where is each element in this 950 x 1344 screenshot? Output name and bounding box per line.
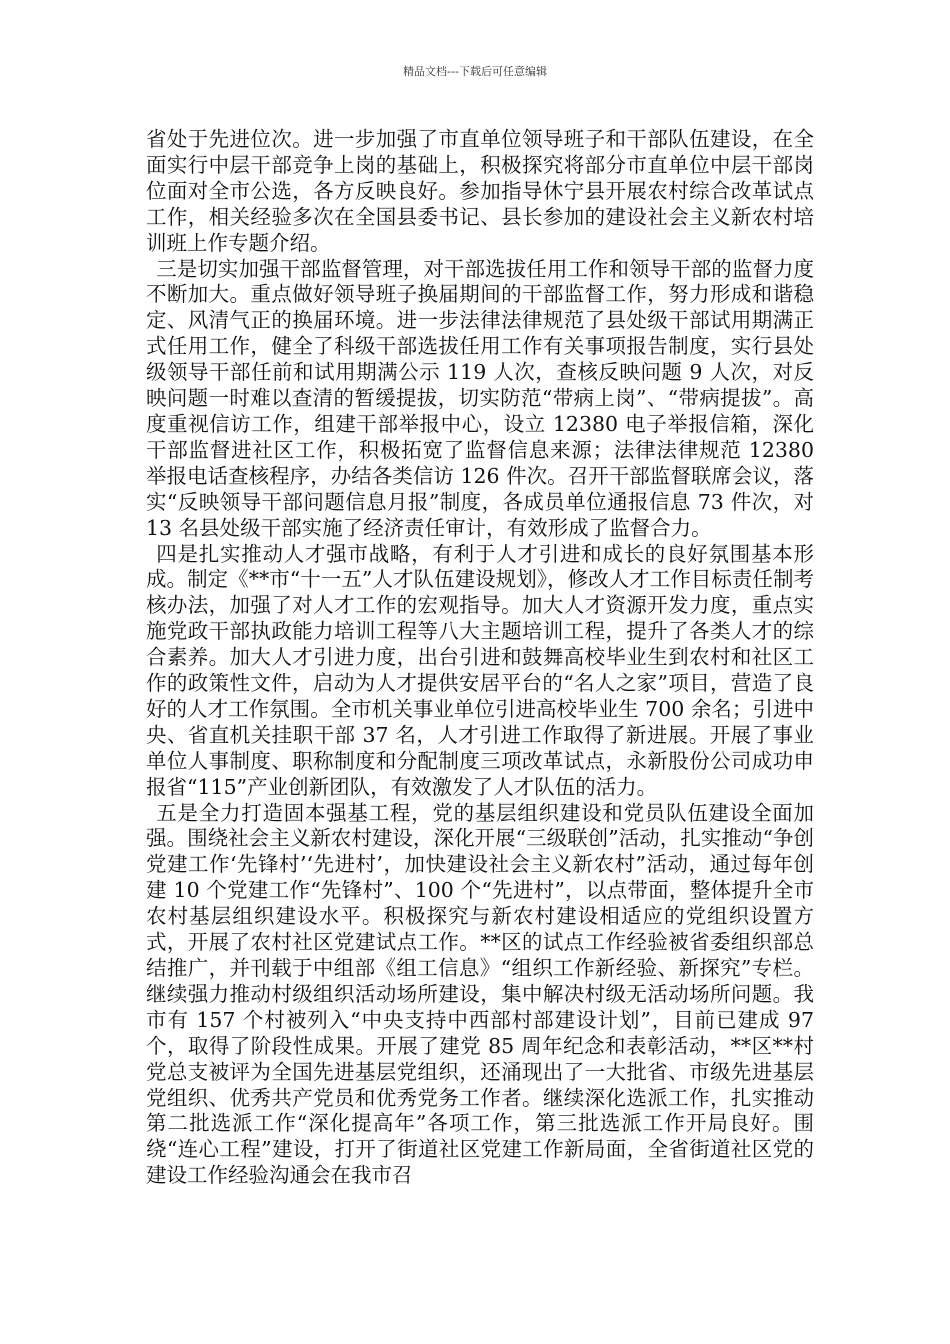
document-body xyxy=(146,127,814,1189)
paragraph-3: 四是扎实推动人才强市战略，有利于人才引进和成长的良好氛围基本形成。制定《**市“十一五”人才队伍建设规划》，修改人才工作目标责任制考核办法，加强了对人才工作的宏观指导。加大人才资源开发力度，重点实施党政干部执政能力培训工程等八大主题培训工程，提升了各类人才的综合素养。加大人才引进力度，出台引进和鼓舞高校毕业生到农村和社区工作的政策性文件，启动为人才提供安居平台的“名人之家”项目，营造了良好的人才工作氛围。全市机关事业单位引进高校毕业生 700 余名；引进中央、省直机关挂职干部 37 名，人才引进工作取得了新进展。开展了事业单位人事制度、职称制度和分配制度三项改革试点，永新股份公司成功申报省“115”产业创新团队，有效激发了人才队伍的活力。 xyxy=(146,541,814,799)
paragraph-1: 省处于先进位次。进一步加强了市直单位领导班子和干部队伍建设，在全面实行中层干部竞争上岗的基础上，积极探究将部分市直单位中层干部岗位面对全市公选，各方反映良好。参加指导休宁县开展农村综合改革试点工作，相关经验多次在全国县委书记、县长参加的建设社会主义新农村培训班上作专题介绍。 xyxy=(146,127,814,255)
paragraph-4: 五是全力打造固本强基工程，党的基层组织建设和党员队伍建设全面加强。围绕社会主义新农村建设，深化开展“三级联创”活动，扎实推动“争创党建工作‘先锋村’‘先进村’，加快建设社会主义新农村”活动，通过每年创建 10 个党建工作“先锋村”、100 个“先进村”，以点带面，整体提升全市农村基层组织建设水平。积极探究与新农村建设相适应的党组织设置方式，开展了农村社区党建试点工作。**区的试点工作经验被省委组织部总结推广，并刊载于中组部《组工信息》“组织工作新经验、新探究”专栏。继续强力推动村级组织活动场所建设，集中解决村级无活动场所问题。我市有 157 个村被列入“中央支持中西部村部建设计划”，目前已建成 97 个，取得了阶段性成果。开展了建党 85 周年纪念和表彰活动，**区**村党总支被评为全国先进基层党组织，还涌现出了一大批省、市级先进基层党组织、优秀共产党员和优秀党务工作者。继续深化选派工作，扎实推动第二批选派工作“深化提高年”各项工作，第三批选派工作开局良好。围绕“连心工程”建设，打开了街道社区党建工作新局面，全省街道社区党的建设工作经验沟通会在我市召 xyxy=(146,800,814,1188)
paragraph-2: 三是切实加强干部监督管理，对干部选拔任用工作和领导干部的监督力度不断加大。重点做好领导班子换届期间的干部监督工作，努力形成和谐稳定、风清气正的换届环境。进一步法律法律规范了县处级干部试用期满正式任用工作，健全了科级干部选拔任用工作有关事项报告制度，实行县处级领导干部任前和试用期满公示 119 人次，查核反映问题 9 人次，对反映问题一时难以查清的暂缓提拔，切实防范“带病上岗”、“带病提拔”。高度重视信访工作，组建干部举报中心，设立 12380 电子举报信箱，深化干部监督进社区工作，积极拓宽了监督信息来源；法律法律规范 12380 举报电话查核程序，办结各类信访 126 件次。召开干部监督联席会议，落实“反映领导干部问题信息月报”制度，各成员单位通报信息 73 件次，对 13 名县处级干部实施了经济责任审计，有效形成了监督合力。 xyxy=(146,256,814,540)
page-header: 精品文档---下载后可任意编辑 xyxy=(403,65,547,78)
